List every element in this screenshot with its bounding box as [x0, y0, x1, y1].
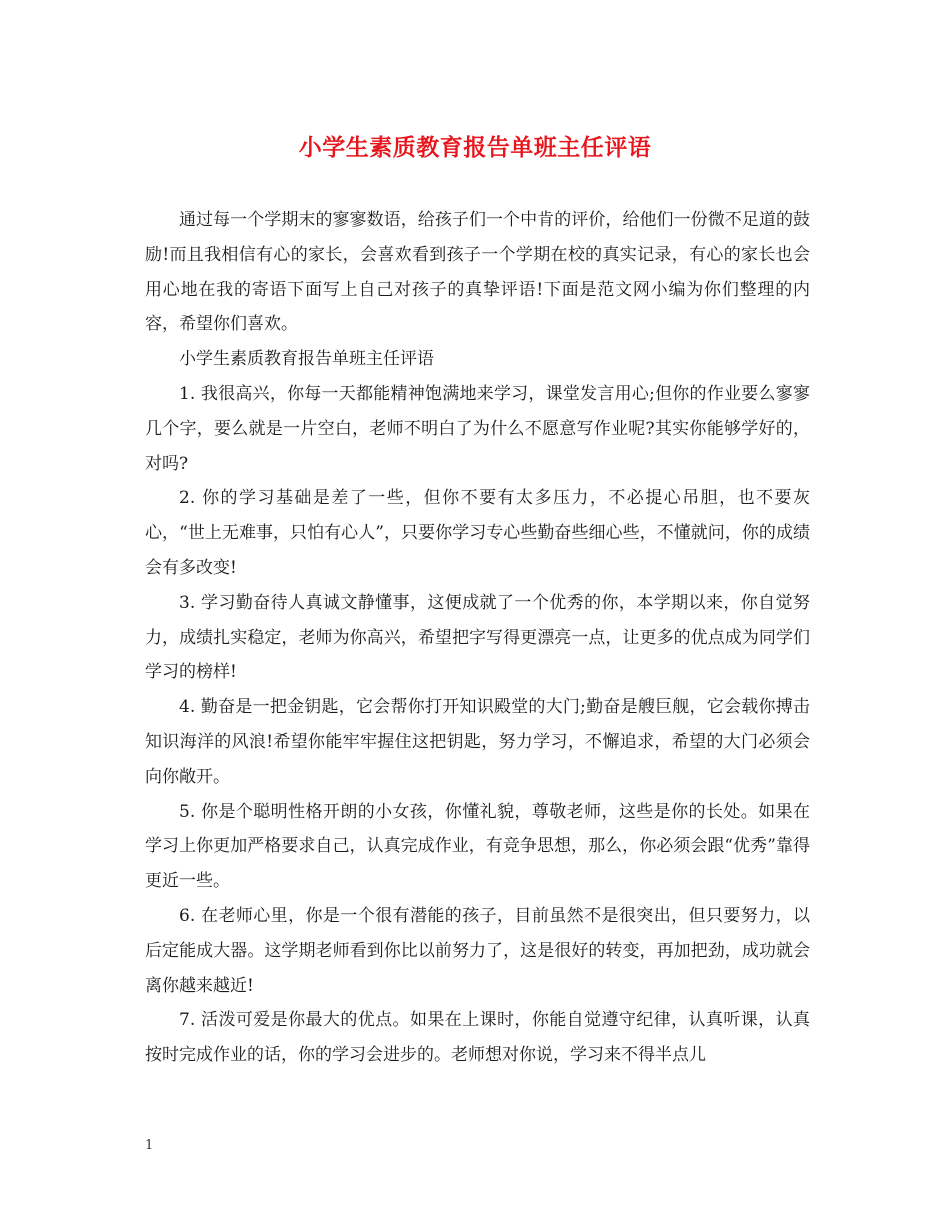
comment-paragraph-6: 6. 在老师心里，你是一个很有潜能的孩子，目前虽然不是很突出，但只要努力，以后定能成大器。这学期老师看到你比以前努力了，这是很好的转变，再加把劲，成功就会离你越来越近!	[145, 905, 810, 996]
comment-paragraph-5: 5. 你是个聪明性格开朗的小女孩，你懂礼貌，尊敬老师，这些是你的长处。如果在学习上你更加严格要求自己，认真完成作业，有竞争思想，那么，你必须会跟“优秀”靠得更近一些。	[145, 801, 810, 892]
comment-paragraph-4: 4. 勤奋是一把金钥匙，它会帮你打开知识殿堂的大门;勤奋是艘巨舰，它会载你搏击知识海洋的风浪!希望你能牢牢握住这把钥匙，努力学习，不懈追求，希望的大门必须会向你敞开。	[145, 697, 810, 787]
section-heading: 小学生素质教育报告单班主任评语	[179, 349, 434, 370]
page-number: 1	[145, 1138, 154, 1153]
comment-paragraph-2: 2. 你的学习基础是差了一些，但你不要有太多压力，不必提心吊胆，也不要灰心，“世上无难事，只怕有心人”，只要你学习专心些勤奋些细心些，不懂就问，你的成绩会有多改变!	[145, 488, 810, 578]
document-title: 小学生素质教育报告单班主任评语	[298, 134, 652, 161]
document-body	[145, 203, 810, 1073]
intro-paragraph: 通过每一个学期末的寥寥数语，给孩子们一个中肯的评价，给他们一份微不足道的鼓励!而且我相信有心的家长，会喜欢看到孩子一个学期在校的真实记录，有心的家长也会用心地在我的寄语下面写上自己对孩子的真挚评语!下面是范文网小编为你们整理的内容，希望你们喜欢。	[145, 210, 810, 335]
comment-paragraph-7: 7. 活泼可爱是你最大的优点。如果在上课时，你能自觉遵守纪律，认真听课，认真按时完成作业的话，你的学习会进步的。老师想对你说，学习来不得半点儿	[145, 1010, 810, 1066]
comment-paragraph-1: 1. 我很高兴，你每一天都能精神饱满地来学习，课堂发言用心;但你的作业要么寥寥几个字，要么就是一片空白，老师不明白了为什么不愿意写作业呢?其实你能够学好的，对吗?	[145, 383, 810, 474]
comment-paragraph-3: 3. 学习勤奋待人真诚文静懂事，这便成就了一个优秀的你，本学期以来，你自觉努力，成绩扎实稳定，老师为你高兴，希望把字写得更漂亮一点，让更多的优点成为同学们学习的榜样!	[145, 592, 810, 683]
